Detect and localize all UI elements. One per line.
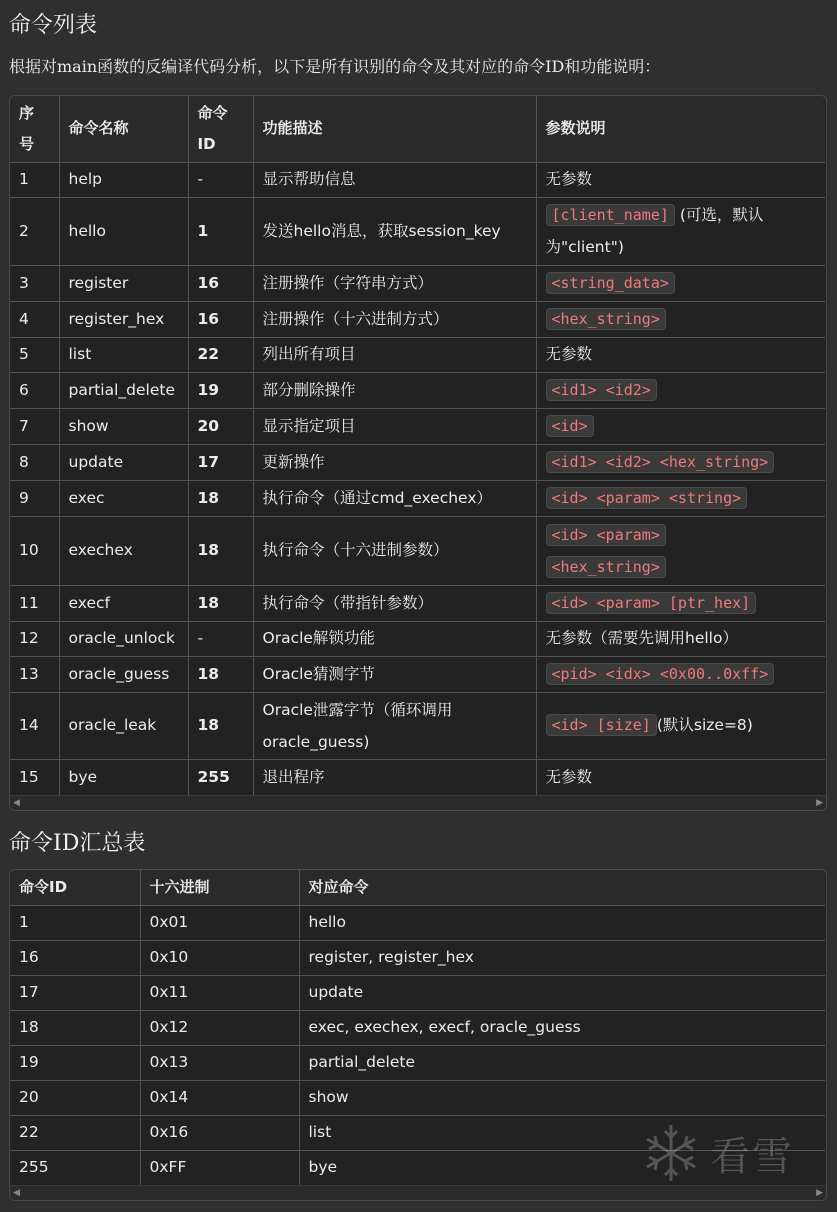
cell-index: 6 (10, 372, 59, 408)
cell-command: list (299, 1115, 825, 1150)
cell-command: show (299, 1080, 825, 1115)
cell-params (536, 516, 825, 585)
cell-hex: 0xFF (140, 1150, 299, 1185)
cell-id: 22 (10, 1115, 140, 1150)
cell-desc: 显示帮助信息 (253, 162, 536, 197)
cell-params (536, 656, 825, 692)
cell-index: 9 (10, 480, 59, 516)
cell-params: 无参数（需要先调用hello） (536, 621, 825, 656)
cell-index: 15 (10, 759, 59, 795)
cell-hex: 0x12 (140, 1010, 299, 1045)
param-note: (可选，默认 (679, 206, 764, 224)
cell-hex: 0x16 (140, 1115, 299, 1150)
cell-desc: 执行命令（带指针参数） (253, 585, 536, 621)
table-row (10, 162, 825, 197)
scroll-left-arrow-icon[interactable]: ◀ (13, 798, 20, 808)
param-code: <id> (546, 415, 594, 437)
cell-id: 18 (188, 656, 253, 692)
table-row (10, 1010, 825, 1045)
cell-index: 8 (10, 444, 59, 480)
table-row (10, 905, 825, 940)
header-id-line1: 命令 (197, 103, 228, 122)
cell-hex: 0x10 (140, 940, 299, 975)
cell-index: 11 (10, 585, 59, 621)
cell-hex: 0x13 (140, 1045, 299, 1080)
cell-id: 1 (188, 197, 253, 265)
watermark-text: 看雪 (710, 1133, 794, 1180)
table-row (10, 692, 825, 759)
cell-params (536, 444, 825, 480)
cell-name: list (59, 337, 188, 372)
cell-id: 255 (188, 759, 253, 795)
cell-id: 17 (188, 444, 253, 480)
command-table-container[interactable] (9, 95, 827, 811)
param-code: <pid> <idx> <0x00..0xff> (546, 663, 775, 685)
cell-index: 14 (10, 692, 59, 759)
table-row (10, 408, 825, 444)
table-row (10, 337, 825, 372)
header-id (188, 96, 253, 162)
param-code: <id> <param> (546, 524, 666, 546)
cell-id: 18 (188, 516, 253, 585)
header-params: 参数说明 (536, 96, 825, 162)
table-row (10, 197, 825, 265)
header-name: 命令名称 (59, 96, 188, 162)
cell-index: 10 (10, 516, 59, 585)
cell-id: 20 (10, 1080, 140, 1115)
cell-id: - (188, 621, 253, 656)
cell-params: 无参数 (536, 337, 825, 372)
table-row (10, 759, 825, 795)
param-code: <id> [size] (546, 714, 657, 736)
header-index-line1: 序 (19, 103, 35, 122)
cell-id: 18 (188, 585, 253, 621)
cell-desc: 更新操作 (253, 444, 536, 480)
cell-desc: Oracle猜测字节 (253, 656, 536, 692)
cell-index: 3 (10, 265, 59, 301)
cell-desc: Oracle解锁功能 (253, 621, 536, 656)
cell-name: help (59, 162, 188, 197)
cell-params (536, 372, 825, 408)
table-row (10, 1080, 825, 1115)
param-code: <id1> <id2> <hex_string> (546, 451, 775, 473)
table-row (10, 372, 825, 408)
cell-params (536, 301, 825, 337)
cell-name: update (59, 444, 188, 480)
horizontal-scrollbar[interactable] (10, 795, 826, 810)
param-note-cont: 为"client") (545, 238, 624, 256)
param-code: <id1> <id2> (546, 379, 657, 401)
scroll-right-arrow-icon[interactable]: ▶ (816, 798, 823, 808)
cell-id: 20 (188, 408, 253, 444)
cell-name: hello (59, 197, 188, 265)
cell-name: oracle_unlock (59, 621, 188, 656)
table-row (10, 585, 825, 621)
cell-name: partial_delete (59, 372, 188, 408)
cell-id: 17 (10, 975, 140, 1010)
cell-desc: 发送hello消息，获取session_key (253, 197, 536, 265)
cell-command: partial_delete (299, 1045, 825, 1080)
cell-desc: 执行命令（十六进制参数） (253, 516, 536, 585)
cell-index: 2 (10, 197, 59, 265)
cell-command: register, register_hex (299, 940, 825, 975)
section-title-id-summary: 命令ID汇总表 (9, 831, 146, 856)
cell-index: 5 (10, 337, 59, 372)
cell-desc: 执行命令（通过cmd_exechex） (253, 480, 536, 516)
cell-index: 7 (10, 408, 59, 444)
cell-desc: 显示指定项目 (253, 408, 536, 444)
cell-command: bye (299, 1150, 825, 1185)
cell-command: hello (299, 905, 825, 940)
cell-id: 18 (10, 1010, 140, 1045)
header-hex: 十六进制 (140, 870, 299, 905)
cell-name: bye (59, 759, 188, 795)
cell-index: 1 (10, 162, 59, 197)
cell-name: execf (59, 585, 188, 621)
table-row (10, 516, 825, 585)
table-row (10, 621, 825, 656)
cell-desc: 部分删除操作 (253, 372, 536, 408)
header-id-line2: ID (197, 134, 216, 153)
watermark (640, 1118, 794, 1188)
cell-params (536, 692, 825, 759)
cell-params: 无参数 (536, 162, 825, 197)
cell-desc: 列出所有项目 (253, 337, 536, 372)
cell-name: exechex (59, 516, 188, 585)
cell-command: exec, exechex, execf, oracle_guess (299, 1010, 825, 1045)
table-row (10, 975, 825, 1010)
cell-params (536, 197, 825, 265)
cell-desc: 注册操作（字符串方式） (253, 265, 536, 301)
cell-index: 4 (10, 301, 59, 337)
cell-id: 19 (10, 1045, 140, 1080)
section-title-command-list: 命令列表 (9, 13, 98, 38)
header-command: 对应命令 (299, 870, 825, 905)
cell-id: 22 (188, 337, 253, 372)
cell-id: 19 (188, 372, 253, 408)
cell-params (536, 480, 825, 516)
cell-id: 16 (10, 940, 140, 975)
cell-id: - (188, 162, 253, 197)
cell-desc: 注册操作（十六进制方式） (253, 301, 536, 337)
desc-line1: Oracle泄露字节（循环调用 (262, 700, 453, 719)
cell-name: oracle_leak (59, 692, 188, 759)
table-row (10, 301, 825, 337)
cell-id: 18 (188, 480, 253, 516)
table-row (10, 444, 825, 480)
cell-index: 13 (10, 656, 59, 692)
cell-params (536, 585, 825, 621)
table-row (10, 265, 825, 301)
cell-hex: 0x14 (140, 1080, 299, 1115)
cell-hex: 0x11 (140, 975, 299, 1010)
cell-id: 16 (188, 265, 253, 301)
cell-params (536, 265, 825, 301)
cell-id: 16 (188, 301, 253, 337)
cell-name: exec (59, 480, 188, 516)
cell-command: update (299, 975, 825, 1010)
param-code: [client_name] (546, 204, 675, 226)
scroll-right-arrow-icon[interactable]: ▶ (816, 1188, 823, 1198)
param-code: <id> <param> <string> (546, 487, 748, 509)
cell-desc (253, 692, 536, 759)
header-desc: 功能描述 (253, 96, 536, 162)
cell-name: oracle_guess (59, 656, 188, 692)
intro-text: 根据对main函数的反编译代码分析，以下是所有识别的命令及其对应的命令ID和功能说明： (9, 57, 661, 76)
cell-name: register (59, 265, 188, 301)
cell-index: 12 (10, 621, 59, 656)
header-index-line2: 号 (19, 134, 35, 153)
header-command-id: 命令ID (10, 870, 140, 905)
cell-id: 18 (188, 692, 253, 759)
param-code-cont: <hex_string> (546, 556, 666, 578)
table-row (10, 940, 825, 975)
header-index (10, 96, 59, 162)
param-note: (默认size=8) (656, 716, 753, 734)
command-table (10, 96, 825, 796)
param-code: <string_data> (546, 272, 675, 294)
table-row (10, 1045, 825, 1080)
cell-params: 无参数 (536, 759, 825, 795)
scroll-left-arrow-icon[interactable]: ◀ (13, 1188, 20, 1198)
table-row (10, 656, 825, 692)
cell-id: 255 (10, 1150, 140, 1185)
cell-params (536, 408, 825, 444)
cell-name: show (59, 408, 188, 444)
param-code: <id> <param> [ptr_hex] (546, 592, 757, 614)
param-code: <hex_string> (546, 308, 666, 330)
cell-name: register_hex (59, 301, 188, 337)
table-row (10, 480, 825, 516)
cell-hex: 0x01 (140, 905, 299, 940)
cell-id: 1 (10, 905, 140, 940)
desc-line2: oracle_guess) (262, 732, 370, 751)
cell-desc: 退出程序 (253, 759, 536, 795)
snowflake-icon (640, 1122, 702, 1184)
